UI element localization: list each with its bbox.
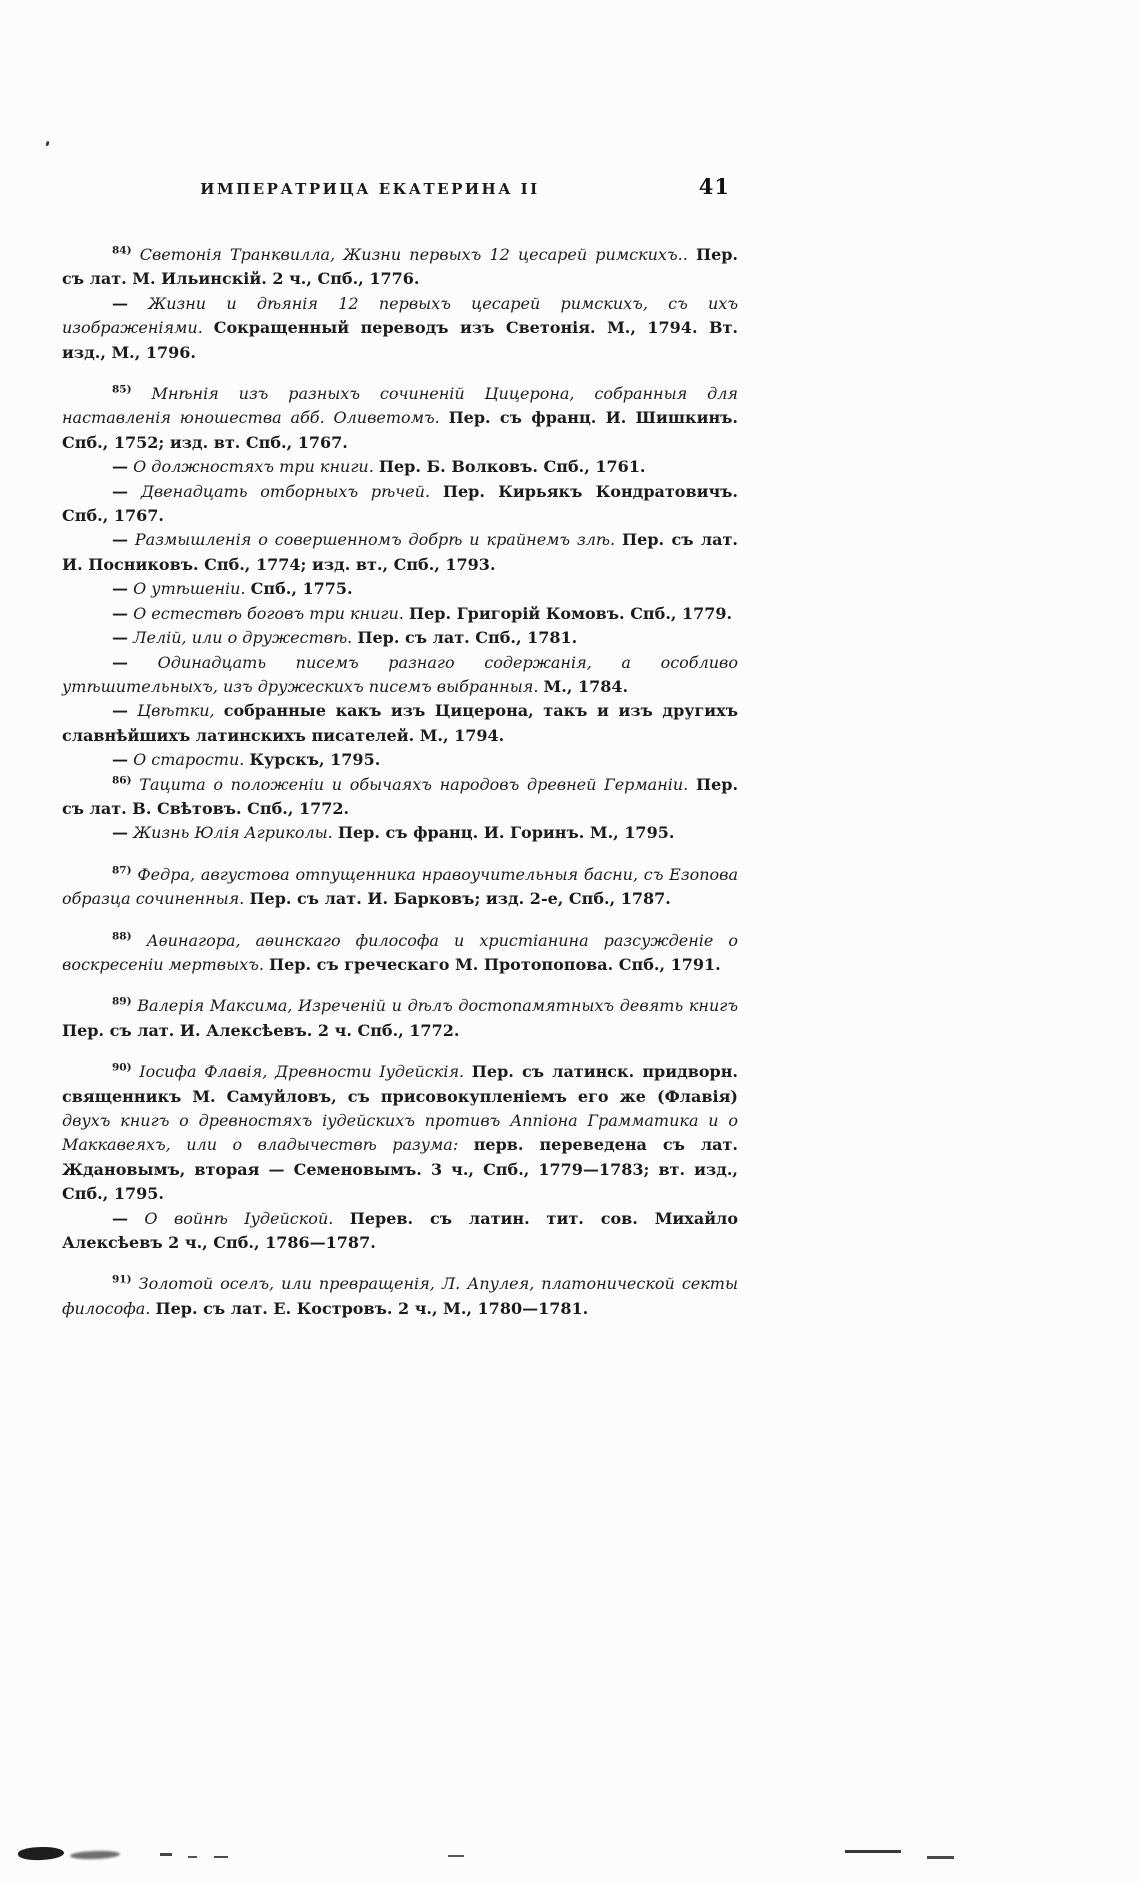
entry-85 bbox=[62, 382, 738, 773]
publication-info: Пер. съ латинск. придворн. священникъ М. Самуйловъ, съ присовокупленіемъ его же (Флавія) bbox=[62, 1062, 738, 1106]
footnote-number: 91) bbox=[112, 1274, 132, 1287]
dash: — bbox=[112, 579, 128, 599]
dash: — bbox=[112, 750, 128, 770]
work-title: Одинадцать писемъ разнаго содержанія, а особливо утѣшительныхъ, изъ дружескихъ писемъ выбранныя. bbox=[62, 652, 739, 696]
publication-info: Курскъ, 1795. bbox=[249, 750, 381, 770]
publication-info: Пер. съ лат. В. Свѣтовъ. Спб., 1772. bbox=[62, 774, 739, 818]
work-title: Цвѣтки, bbox=[137, 701, 215, 721]
scan-artifact bbox=[927, 1856, 954, 1859]
page-header bbox=[62, 174, 738, 210]
footnote-number: 87) bbox=[112, 864, 132, 877]
work-title: О старости. bbox=[133, 750, 245, 770]
publication-info: собранные какъ изъ Цицерона, такъ и изъ другихъ славнѣйшихъ латинскихъ писателей. М., 1794. bbox=[62, 701, 738, 745]
publication-info: Пер. съ лат. Спб., 1781. bbox=[357, 628, 578, 648]
publication-info: Пер. съ лат. И. Посниковъ. Спб., 1774; изд. вт., Спб., 1793. bbox=[62, 530, 738, 574]
publication-info: Пер. съ лат. И. Алексѣевъ. 2 ч. Спб., 1772. bbox=[62, 1020, 460, 1040]
scan-artifact bbox=[845, 1850, 901, 1853]
entry-91 bbox=[62, 1272, 738, 1321]
footnote-number: 85) bbox=[112, 383, 132, 396]
bib-paragraph bbox=[62, 863, 738, 912]
work-title: Федра, августова отпущенника нравоучительныя басни, съ Езопова образца сочиненныя. bbox=[62, 864, 738, 909]
work-title: Аѳинагора, аѳинскаго философа и христіанина разсужденіе о воскресеніи мертвыхъ. bbox=[62, 930, 738, 974]
dash: — bbox=[112, 293, 128, 313]
bib-paragraph bbox=[62, 382, 738, 455]
publication-info: Сокращенный переводъ изъ Светонія. М., 1794. Вт. изд., М., 1796. bbox=[62, 318, 738, 362]
dash: — bbox=[112, 1208, 128, 1228]
publication-info: Пер. съ франц. И. Шишкинъ. Спб., 1752; изд. вт. Спб., 1767. bbox=[62, 408, 738, 452]
work-title: Валерія Максима, Изреченій и дѣлъ достопамятныхъ девять книгъ bbox=[137, 996, 738, 1016]
publication-info: М., 1784. bbox=[543, 676, 629, 696]
dash: — bbox=[112, 701, 128, 721]
bib-paragraph bbox=[62, 528, 738, 577]
running-title: ИМПЕРАТРИЦА ЕКАТЕРИНА II bbox=[200, 180, 540, 198]
dash: — bbox=[112, 628, 128, 648]
work-title: Размышленія о совершенномъ добрѣ и крайнемъ злѣ. bbox=[134, 530, 616, 550]
publication-info: Пер. Григорій Комовъ. Спб., 1779. bbox=[408, 603, 733, 623]
scan-artifact bbox=[448, 1855, 464, 1857]
bib-paragraph bbox=[62, 994, 738, 1043]
publication-info: перв. переведена съ лат. Ждановымъ, вторая — Семеновымъ. 3 ч., Спб., 1779—1783; вт. изд., Спб., 1795. bbox=[62, 1135, 738, 1204]
publication-info: Перев. съ латин. тит. сов. Михайло Алексѣевъ 2 ч., Спб., 1786—1787. bbox=[62, 1208, 739, 1253]
entry-84 bbox=[62, 243, 738, 365]
scan-artifact bbox=[45, 141, 49, 147]
bib-paragraph bbox=[62, 1207, 738, 1256]
bib-paragraph bbox=[62, 651, 738, 700]
bib-paragraph bbox=[62, 1060, 738, 1206]
footnote-number: 84) bbox=[112, 244, 132, 257]
entry-89 bbox=[62, 994, 738, 1043]
bib-paragraph bbox=[62, 1272, 738, 1321]
footnote-number: 90) bbox=[112, 1061, 132, 1074]
publication-info: Пер. съ лат. М. Ильинскій. 2 ч., Спб., 1776. bbox=[62, 245, 738, 289]
bib-paragraph bbox=[62, 292, 738, 365]
dash: — bbox=[112, 530, 128, 550]
bib-paragraph bbox=[62, 602, 738, 626]
work-title: Тацита о положеніи и обычаяхъ народовъ древней Германіи. bbox=[139, 774, 689, 794]
bib-paragraph bbox=[62, 577, 738, 601]
publication-info: Пер. съ греческаго М. Протопопова. Спб., 1791. bbox=[269, 954, 721, 974]
page-number: 41 bbox=[698, 174, 730, 199]
publication-info: Пер. Б. Волковъ. Спб., 1761. bbox=[378, 457, 646, 477]
bib-paragraph bbox=[62, 821, 738, 845]
entry-87 bbox=[62, 863, 738, 912]
entry-88 bbox=[62, 929, 738, 978]
work-title: Мнѣнія изъ разныхъ сочиненій Цицерона, собранныя для наставленія юношества абб. Оливетомъ. bbox=[62, 384, 739, 428]
publication-info: Пер. съ франц. И. Горинъ. М., 1795. bbox=[337, 823, 675, 843]
work-title: Жизнь Юлія Агриколы. bbox=[133, 823, 333, 843]
footnote-number: 89) bbox=[112, 996, 132, 1009]
dash: — bbox=[112, 481, 128, 501]
bib-paragraph bbox=[62, 243, 738, 292]
publication-info: Пер. съ лат. И. Барковъ; изд. 2-е, Спб., 1787. bbox=[249, 889, 671, 909]
bib-paragraph bbox=[62, 626, 738, 650]
work-title: Золотой оселъ, или превращенія, Л. Апулея, платонической секты философа. bbox=[62, 1274, 739, 1318]
bib-paragraph bbox=[62, 455, 738, 479]
dash: — bbox=[112, 652, 128, 672]
dash: — bbox=[112, 457, 128, 477]
scan-artifact bbox=[70, 1850, 120, 1860]
work-title: двухъ книгъ о древностяхъ іудейскихъ противъ Аппіона Грамматика и о Маккавеяхъ, или о владычествѣ разума: bbox=[62, 1111, 738, 1155]
dash: — bbox=[112, 603, 128, 623]
bib-paragraph bbox=[62, 748, 738, 772]
scan-artifact bbox=[188, 1856, 197, 1858]
work-title: Жизни и дѣянія 12 первыхъ цесарей римскихъ, съ ихъ изображеніями. bbox=[62, 293, 738, 338]
work-title: Лелій, или о дружествѣ. bbox=[133, 628, 353, 648]
work-title: О должностяхъ три книги. bbox=[133, 457, 374, 477]
scan-artifact bbox=[18, 1846, 65, 1861]
work-title: Двенадцать отборныхъ рѣчей. bbox=[140, 481, 431, 501]
bib-paragraph bbox=[62, 699, 738, 748]
bib-paragraph bbox=[62, 929, 738, 978]
scan-artifact bbox=[160, 1853, 172, 1856]
bib-paragraph bbox=[62, 480, 738, 529]
work-title: Светонія Транквилла, Жизни первыхъ 12 цесарей римскихъ.. bbox=[139, 245, 688, 264]
work-title: О утѣшеніи. bbox=[133, 579, 246, 599]
scan-artifact bbox=[214, 1856, 228, 1858]
footnote-number: 86) bbox=[112, 774, 132, 787]
entry-86 bbox=[62, 773, 738, 846]
publication-info: Спб., 1775. bbox=[250, 579, 353, 599]
work-title: Іосифа Флавія, Древности Іудейскія. bbox=[139, 1062, 465, 1082]
dash: — bbox=[112, 823, 128, 843]
footnote-number: 88) bbox=[112, 930, 132, 943]
publication-info: Пер. Кирьякъ Кондратовичъ. Спб., 1767. bbox=[62, 481, 739, 526]
bib-paragraph bbox=[62, 773, 738, 822]
work-title: О войнѣ Іудейской. bbox=[144, 1208, 334, 1228]
entry-90 bbox=[62, 1060, 738, 1255]
work-title: О естествѣ боговъ три книги. bbox=[133, 603, 404, 623]
bibliography-content bbox=[62, 243, 738, 1321]
publication-info: Пер. съ лат. Е. Костровъ. 2 ч., М., 1780—1781. bbox=[155, 1298, 589, 1318]
